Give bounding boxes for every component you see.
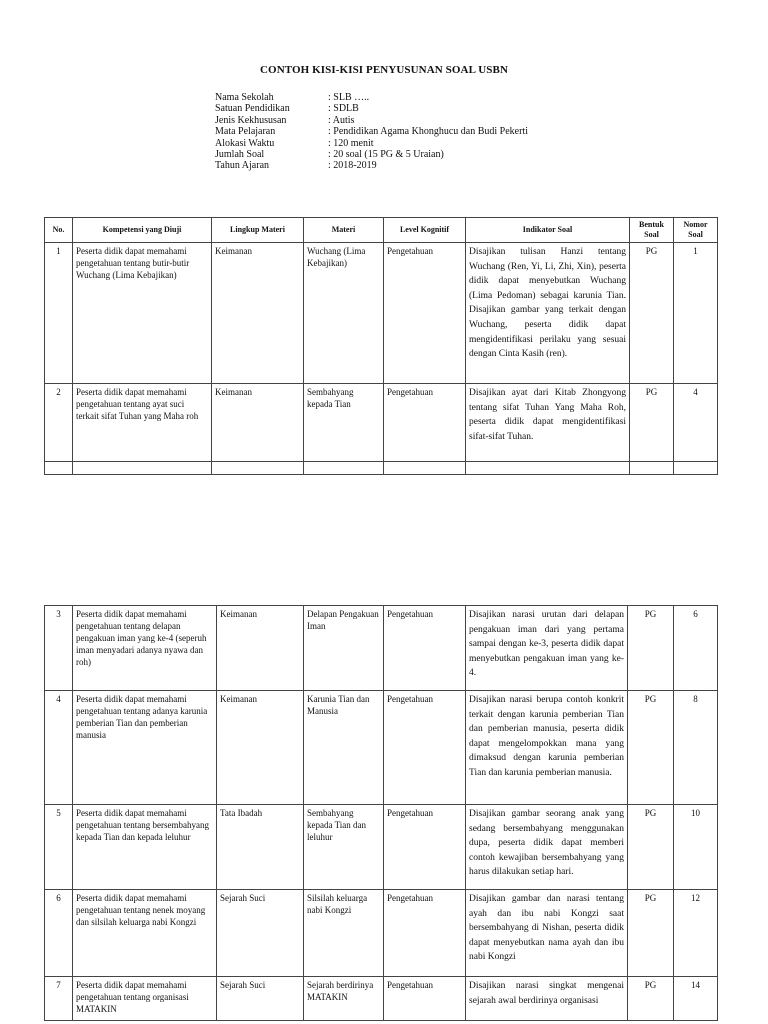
cell-no: 7 xyxy=(45,977,73,1021)
cell-nomor: 14 xyxy=(674,977,718,1021)
cell-kompetensi: Peserta didik dapat memahami pengetahuan tentang organisasi MATAKIN xyxy=(73,977,217,1021)
cell-nomor: 4 xyxy=(674,384,718,462)
cell-level: Pengetahuan xyxy=(384,977,466,1021)
cell-materi: Sembahyang kepada Tian xyxy=(304,384,384,462)
cell-bentuk: PG xyxy=(630,243,674,384)
cell-level: Pengetahuan xyxy=(384,691,466,805)
cell-lingkup: Tata Ibadah xyxy=(217,805,304,890)
cell-lingkup: Sejarah Suci xyxy=(217,890,304,977)
table-row xyxy=(45,243,718,384)
info-row xyxy=(215,138,528,149)
cell-indikator: Disajikan ayat dari Kitab Zhongyong tentang sifat Tuhan Yang Maha Roh, peserta didik dapat mengidentifikasi sifat-sifat Tuhan. xyxy=(466,384,630,462)
info-value: : Autis xyxy=(328,114,355,126)
grid-table-page2 xyxy=(44,605,718,1021)
header-nomor: Nomor Soal xyxy=(674,218,718,243)
info-label: Nama Sekolah xyxy=(215,92,274,103)
header-materi: Materi xyxy=(304,218,384,243)
info-row xyxy=(215,92,528,103)
info-value: : 120 menit xyxy=(328,137,374,149)
cell-lingkup: Keimanan xyxy=(217,606,304,691)
cell-indikator: Disajikan gambar seorang anak yang sedang bersembahyang menggunakan dupa, peserta didik dapat memberi contoh kewajiban bersembahyang yang harus dilakukan setiap hari. xyxy=(466,805,628,890)
cell-bentuk: PG xyxy=(628,890,674,977)
header-no: No. xyxy=(45,218,73,243)
info-value: : Pendidikan Agama Khonghucu dan Budi Pekerti xyxy=(328,126,528,138)
info-label: Jumlah Soal xyxy=(215,149,265,161)
table-row xyxy=(45,977,718,1021)
empty-cell xyxy=(212,462,304,475)
info-label: Mata Pelajaran xyxy=(215,126,276,138)
cell-materi: Karunia Tian dan Manusia xyxy=(304,691,384,805)
table-row xyxy=(45,691,718,805)
cell-level: Pengetahuan xyxy=(384,384,466,462)
info-row xyxy=(215,103,528,114)
header-row xyxy=(45,218,718,243)
cell-nomor: 8 xyxy=(674,691,718,805)
table-row xyxy=(45,805,718,890)
cell-bentuk: PG xyxy=(628,805,674,890)
cell-indikator: Disajikan narasi urutan dari delapan pengakuan iman dari yang pertama sampai dengan ke-3, peserta didik dapat menyebutkan pengakuan iman yang ke-4. xyxy=(466,606,628,691)
info-label: Alokasi Waktu xyxy=(215,137,275,149)
cell-level: Pengetahuan xyxy=(384,805,466,890)
cell-no: 2 xyxy=(45,384,73,462)
cell-indikator: Disajikan gambar dan narasi tentang ayah dan ibu nabi Kongzi saat bersembahyang di Nishan, peserta didik dapat menyebutkan nama ayah dan ibu nabi Kongzi xyxy=(466,890,628,977)
info-row xyxy=(215,115,528,126)
empty-cell xyxy=(73,462,212,475)
cell-nomor: 1 xyxy=(674,243,718,384)
info-value: : 2018-2019 xyxy=(328,160,377,172)
cell-nomor: 12 xyxy=(674,890,718,977)
cell-no: 4 xyxy=(45,691,73,805)
cell-indikator: Disajikan tulisan Hanzi tentang Wuchang (Ren, Yi, Li, Zhi, Xin), peserta didik dapat menyebutkan Wuchang (Lima Pedoman) sebagai karunia Tian. Disajikan gambar yang terkait dengan Wuchang, peserta didik dapat mengidentifikasi perilaku yang sesuai dengan Cinta Kasih (ren). xyxy=(466,243,630,384)
table-row xyxy=(45,890,718,977)
cell-materi: Delapan Pengakuan Iman xyxy=(304,606,384,691)
info-row xyxy=(215,160,528,171)
document-title: CONTOH KISI-KISI PENYUSUNAN SOAL USBN xyxy=(260,64,508,76)
cell-materi: Sembahyang kepada Tian dan leluhur xyxy=(304,805,384,890)
cell-kompetensi: Peserta didik dapat memahami pengetahuan tentang bersembahyang kepada Tian dan kepada leluhur xyxy=(73,805,217,890)
empty-row xyxy=(45,462,718,475)
cell-materi: Silsilah keluarga nabi Kongzi xyxy=(304,890,384,977)
cell-kompetensi: Peserta didik dapat memahami pengetahuan tentang nenek moyang dan silsilah keluarga nabi Kongzi xyxy=(73,890,217,977)
info-value: : 20 soal (15 PG & 5 Uraian) xyxy=(328,149,444,161)
table-row xyxy=(45,384,718,462)
cell-lingkup: Keimanan xyxy=(212,243,304,384)
cell-indikator: Disajikan narasi singkat mengenai sejarah awal berdirinya organisasi xyxy=(466,977,628,1021)
empty-cell xyxy=(466,462,630,475)
info-row xyxy=(215,149,528,160)
header-level: Level Kognitif xyxy=(384,218,466,243)
info-label: Tahun Ajaran xyxy=(215,160,270,172)
cell-indikator: Disajikan narasi berupa contoh konkrit terkait dengan karunia pemberian Tian dan pemberian manusia, peserta didik dapat mengelompokkan mana yang dimaksud dengan karunia pemberian Tian dan karunia pemberian manusia. xyxy=(466,691,628,805)
cell-no: 6 xyxy=(45,890,73,977)
cell-no: 1 xyxy=(45,243,73,384)
cell-lingkup: Keimanan xyxy=(217,691,304,805)
empty-cell xyxy=(674,462,718,475)
cell-lingkup: Keimanan xyxy=(212,384,304,462)
cell-lingkup: Sejarah Suci xyxy=(217,977,304,1021)
cell-nomor: 6 xyxy=(674,606,718,691)
header-lingkup: Lingkup Materi xyxy=(212,218,304,243)
grid-table-page1 xyxy=(44,217,718,475)
info-value: : SDLB xyxy=(328,103,359,115)
cell-no: 5 xyxy=(45,805,73,890)
cell-level: Pengetahuan xyxy=(384,890,466,977)
school-info xyxy=(215,92,528,172)
info-value: : SLB ….. xyxy=(328,92,370,103)
cell-materi: Wuchang (Lima Kebajikan) xyxy=(304,243,384,384)
info-label: Satuan Pendidikan xyxy=(215,103,290,115)
cell-bentuk: PG xyxy=(628,606,674,691)
header-kompetensi: Kompetensi yang Diuji xyxy=(73,218,212,243)
cell-kompetensi: Peserta didik dapat memahami pengetahuan tentang ayat suci terkait sifat Tuhan yang Maha roh xyxy=(73,384,212,462)
cell-nomor: 10 xyxy=(674,805,718,890)
empty-cell xyxy=(384,462,466,475)
empty-cell xyxy=(45,462,73,475)
header-bentuk: Bentuk Soal xyxy=(630,218,674,243)
cell-materi: Sejarah berdirinya MATAKIN xyxy=(304,977,384,1021)
cell-kompetensi: Peserta didik dapat memahami pengetahuan tentang butir-butir Wuchang (Lima Kebajikan) xyxy=(73,243,212,384)
header-indikator: Indikator Soal xyxy=(466,218,630,243)
empty-cell xyxy=(304,462,384,475)
table-row xyxy=(45,606,718,691)
empty-cell xyxy=(630,462,674,475)
cell-bentuk: PG xyxy=(628,691,674,805)
info-label: Jenis Kekhususan xyxy=(215,114,287,126)
cell-kompetensi: Peserta didik dapat memahami pengetahuan tentang delapan pengakuan iman yang ke-4 (seperuh iman menyadari adanya nyawa dan roh) xyxy=(73,606,217,691)
cell-bentuk: PG xyxy=(630,384,674,462)
cell-no: 3 xyxy=(45,606,73,691)
cell-level: Pengetahuan xyxy=(384,606,466,691)
cell-level: Pengetahuan xyxy=(384,243,466,384)
cell-bentuk: PG xyxy=(628,977,674,1021)
cell-kompetensi: Peserta didik dapat memahami pengetahuan tentang adanya karunia pemberian Tian dan pemberian manusia xyxy=(73,691,217,805)
info-row xyxy=(215,126,528,137)
